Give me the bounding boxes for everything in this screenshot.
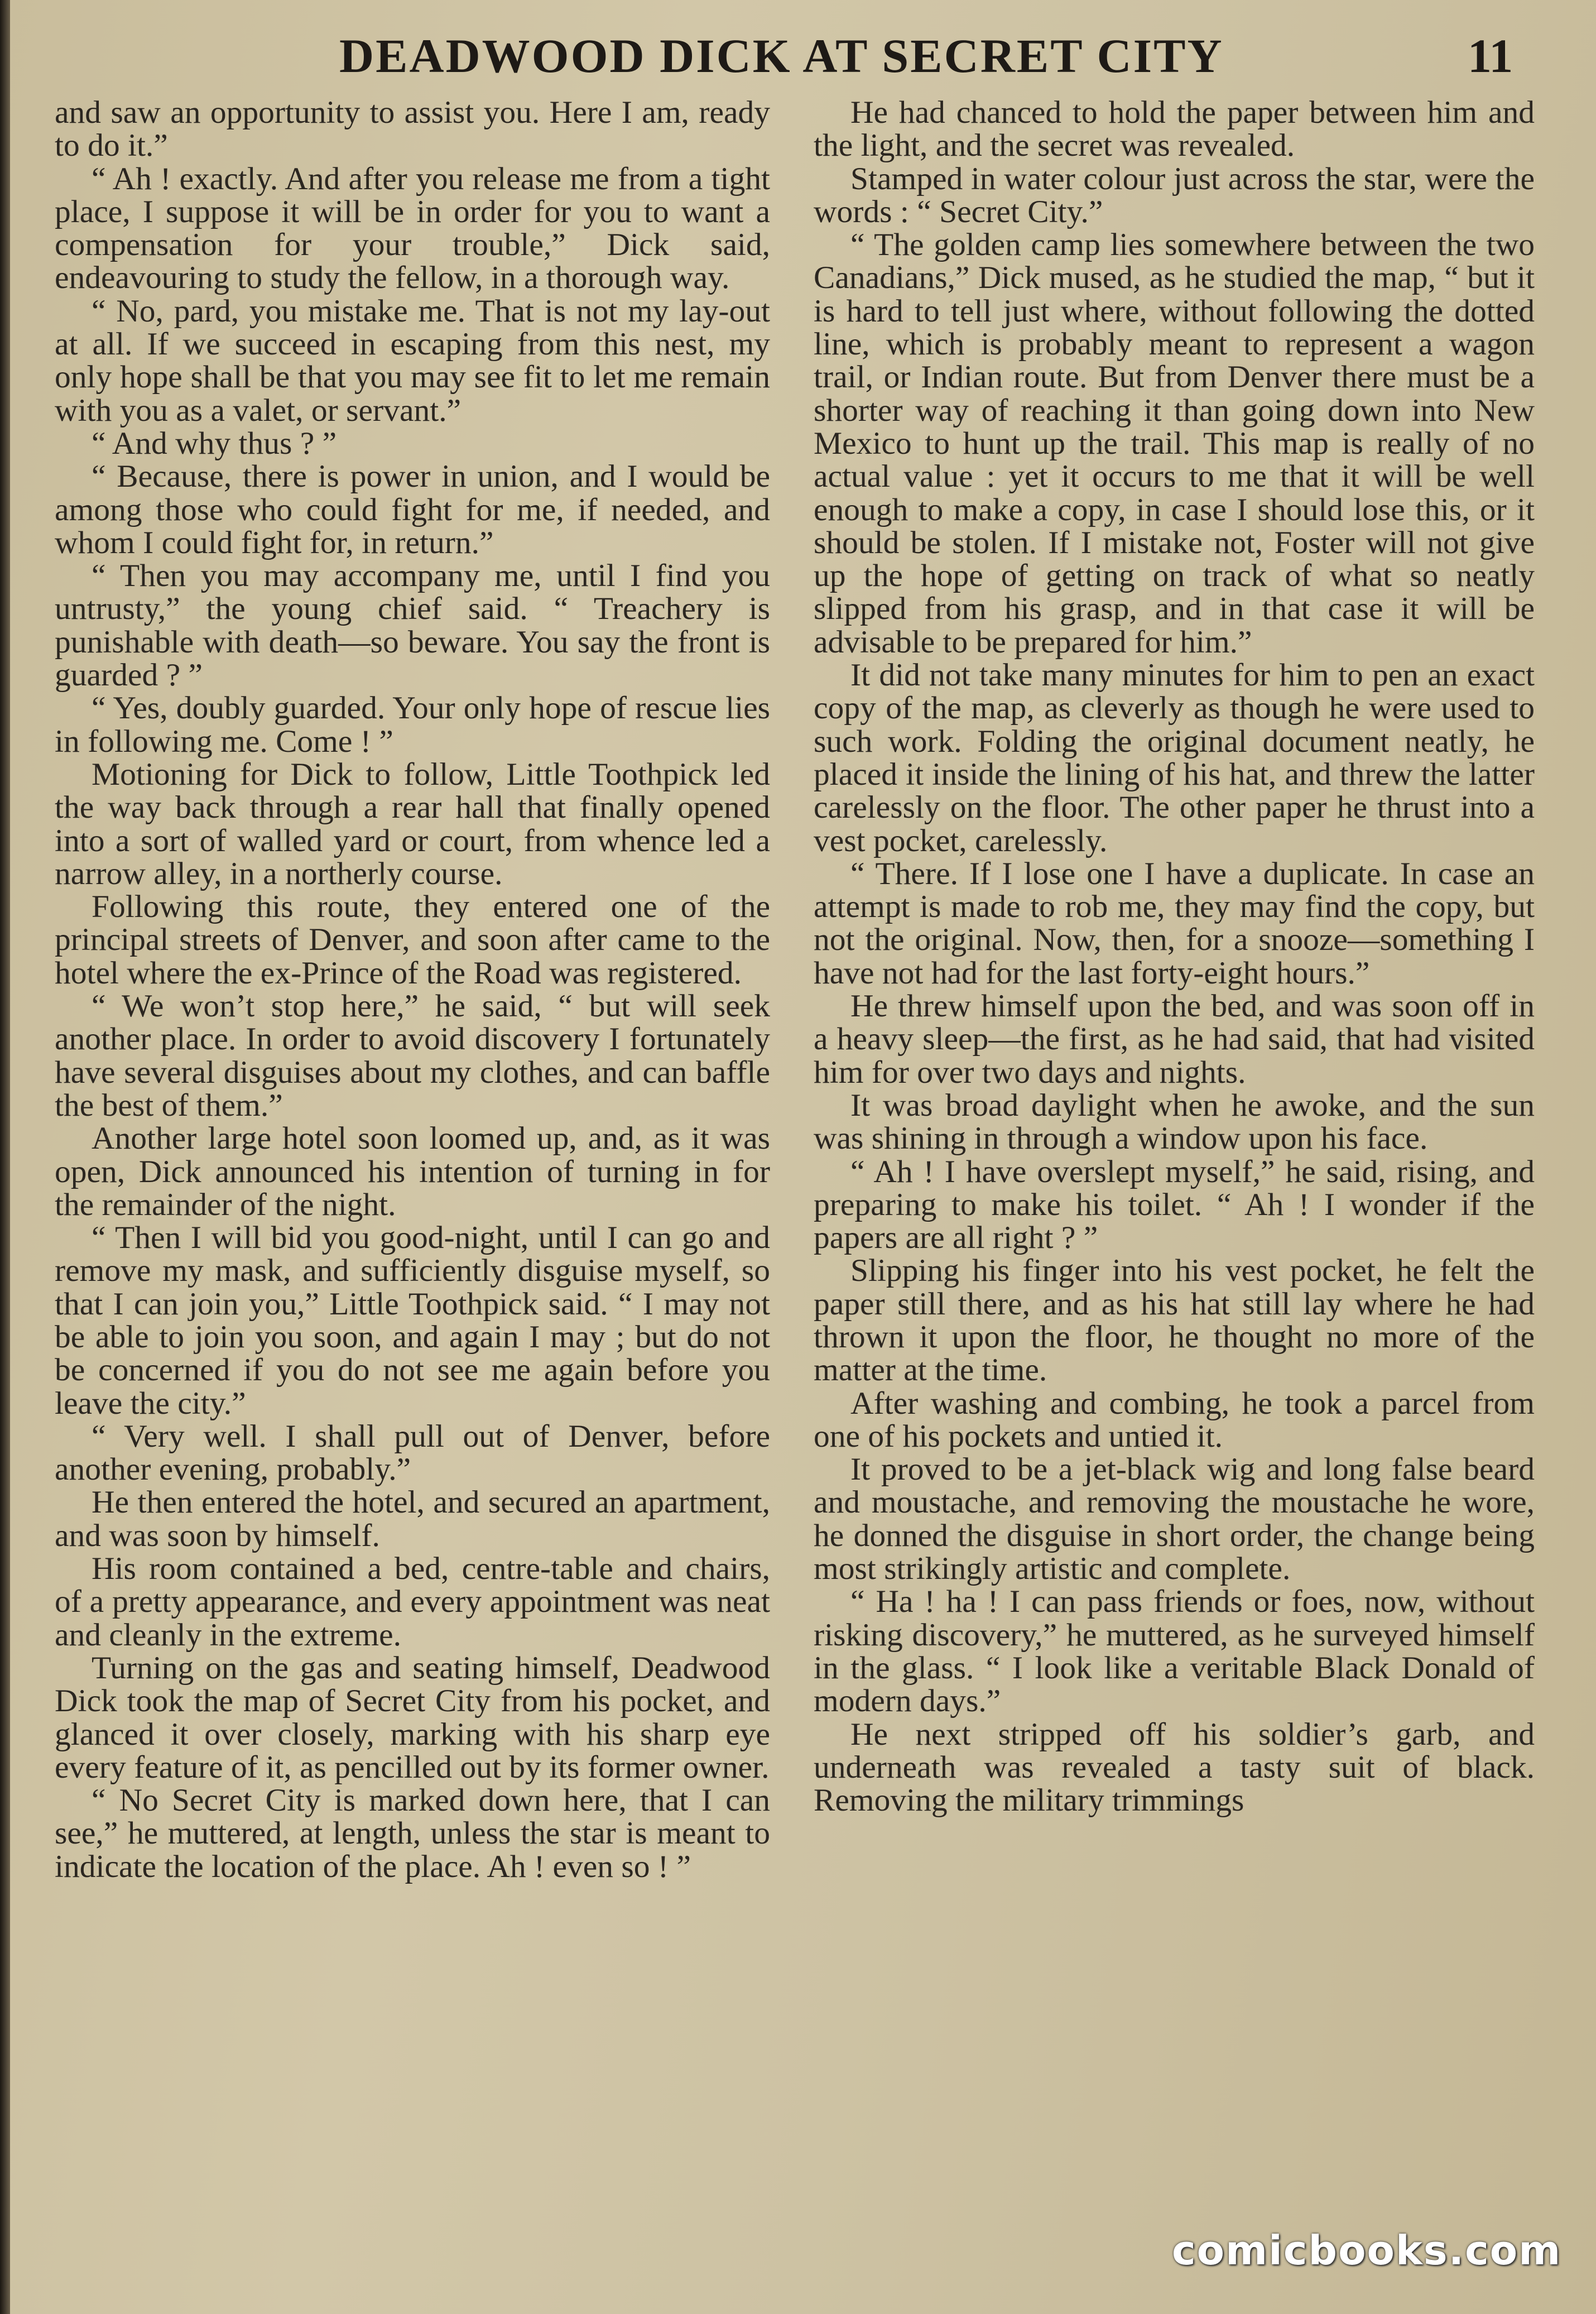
paragraph: “ And why thus ? ” <box>92 425 337 461</box>
site-watermark: comicbooks.com <box>1172 2227 1562 2274</box>
paragraph: “ Yes, doubly guarded. Your only hope of rescue lies in following me. Come ! ” <box>55 690 770 759</box>
paragraph: Slipping his finger into his vest pocket, he felt the paper still there, and as his hat still lay where he had thrown it upon the floor, he thought no more of the matter at the time. <box>814 1253 1535 1388</box>
paragraph: “ Ah ! exactly. And after you release me from a tight place, I suppose it will be in order for you to want a compensation for your trouble,” Dick said, endeavouring to study the fellow, in a thorough way. <box>55 161 770 296</box>
paragraph: “ Ah ! I have overslept myself,” he said, rising, and preparing to make his toilet. “ Ah ! I wonder if the papers are all right ? ” <box>814 1154 1535 1256</box>
running-title: DEADWOOD DICK AT SECRET CITY <box>339 29 1224 83</box>
paragraph: Following this route, they entered one of the principal streets of Denver, and soon after came to the hotel where the ex-Prince of the Road was registered. <box>55 889 770 991</box>
paragraph: “ No Secret City is marked down here, that I can see,” he muttered, at length, unless the star is meant to indicate the location of the place. Ah ! even so ! ” <box>55 1783 770 1884</box>
right-text-column <box>814 96 1535 1817</box>
paragraph: “ There. If I lose one I have a duplicate. In case an attempt is made to rob me, they may find the copy, but not the original. Now, then, for a snooze—something I have not had for the last forty-eight hours.” <box>814 856 1535 991</box>
paragraph: He had chanced to hold the paper between him and the light, and the secret was revealed. <box>814 95 1535 164</box>
paragraph: “ Very well. I shall pull out of Denver, before another evening, probably.” <box>55 1418 770 1487</box>
paragraph: Another large hotel soon loomed up, and, as it was open, Dick announced his intention of turning in for the remainder of the night. <box>55 1121 770 1222</box>
paragraph: “ Because, there is power in union, and I would be among those who could fight for me, if needed, and whom I could fight for, in return.” <box>55 459 770 560</box>
paragraph: He next stripped off his soldier’s garb, and underneath was revealed a tasty suit of black. Removing the military trimmings <box>814 1716 1535 1818</box>
left-text-column <box>55 96 770 1883</box>
paragraph: “ We won’t stop here,” he said, “ but will seek another place. In order to avoid discovery I fortunately have several disguises about my clothes, and can baffle the best of them.” <box>55 988 770 1123</box>
page-number: 11 <box>1468 29 1513 83</box>
paragraph: “ No, pard, you mistake me. That is not my lay-out at all. If we succeed in escaping from this nest, my only hope shall be that you may see fit to let me remain with you as a valet, or servant.” <box>55 293 770 428</box>
paragraph: After washing and combing, he took a parcel from one of his pockets and untied it. <box>814 1385 1535 1454</box>
paragraph: It proved to be a jet-black wig and long false beard and moustache, and removing the moustache he wore, he donned the disguise in short order, the change being most strikingly artistic and complete. <box>814 1452 1535 1587</box>
paragraph: “ Then I will bid you good-night, until I can go and remove my mask, and sufficiently disguise myself, so that I can join you,” Little Toothpick said. “ I may not be able to join you soon, and again I may ; but do not be concerned if you do not see me again before you leave the city.” <box>55 1220 770 1421</box>
paragraph: “ Ha ! ha ! I can pass friends or foes, now, without risking discovery,” he muttered, as he surveyed himself in the glass. “ I look like a veritable Black Donald of modern days.” <box>814 1584 1535 1719</box>
paragraph: He threw himself upon the bed, and was soon off in a heavy sleep—the first, as he had said, that had visited him for over two days and nights. <box>814 988 1535 1090</box>
page-binding-edge <box>0 0 10 2314</box>
paragraph: It did not take many minutes for him to pen an exact copy of the map, as cleverly as though he were used to such work. Folding the original document neatly, he placed it inside the lining of his hat, and threw the latter carelessly on the floor. The other paper he thrust into a vest pocket, carelessly. <box>814 657 1535 858</box>
paragraph: “ Then you may accompany me, until I find you untrusty,” the young chief said. “ Treachery is punishable with death—so beware. You say the front is guarded ? ” <box>55 558 770 693</box>
paragraph: Motioning for Dick to follow, Little Toothpick led the way back through a rear hall that finally opened into a sort of walled yard or court, from whence led a narrow alley, in a northerly course. <box>55 756 770 891</box>
paragraph: Stamped in water colour just across the star, were the words : “ Secret City.” <box>814 161 1535 229</box>
paragraph: and saw an opportunity to assist you. Here I am, ready to do it.” <box>55 95 770 164</box>
paragraph: Turning on the gas and seating himself, Deadwood Dick took the map of Secret City from his pocket, and glanced it over closely, marking with his sharp eye every feature of it, as pencilled out by its former owner. <box>55 1650 770 1785</box>
paragraph: His room contained a bed, centre-table and chairs, of a pretty appearance, and every appointment was neat and cleanly in the extreme. <box>55 1551 770 1653</box>
paragraph: It was broad daylight when he awoke, and the sun was shining in through a window upon his face. <box>814 1087 1535 1156</box>
running-header <box>0 28 1596 95</box>
paragraph: “ The golden camp lies somewhere between the two Canadians,” Dick mused, as he studied the map, “ but it is hard to tell just where, without following the dotted line, which is probably meant to represent a wagon trail, or Indian route. But from Denver there must be a shorter way of reaching it than going down into New Mexico to hunt up the trail. This map is really of no actual value : yet it occurs to me that it will be well enough to make a copy, in case I should lose this, or it should be stolen. If I mistake not, Foster will not give up the hope of getting on track of what so neatly slipped from his grasp, and in that case it will be advisable to be prepared for him.” <box>814 227 1535 660</box>
paragraph: He then entered the hotel, and secured an apartment, and was soon by himself. <box>55 1485 770 1553</box>
